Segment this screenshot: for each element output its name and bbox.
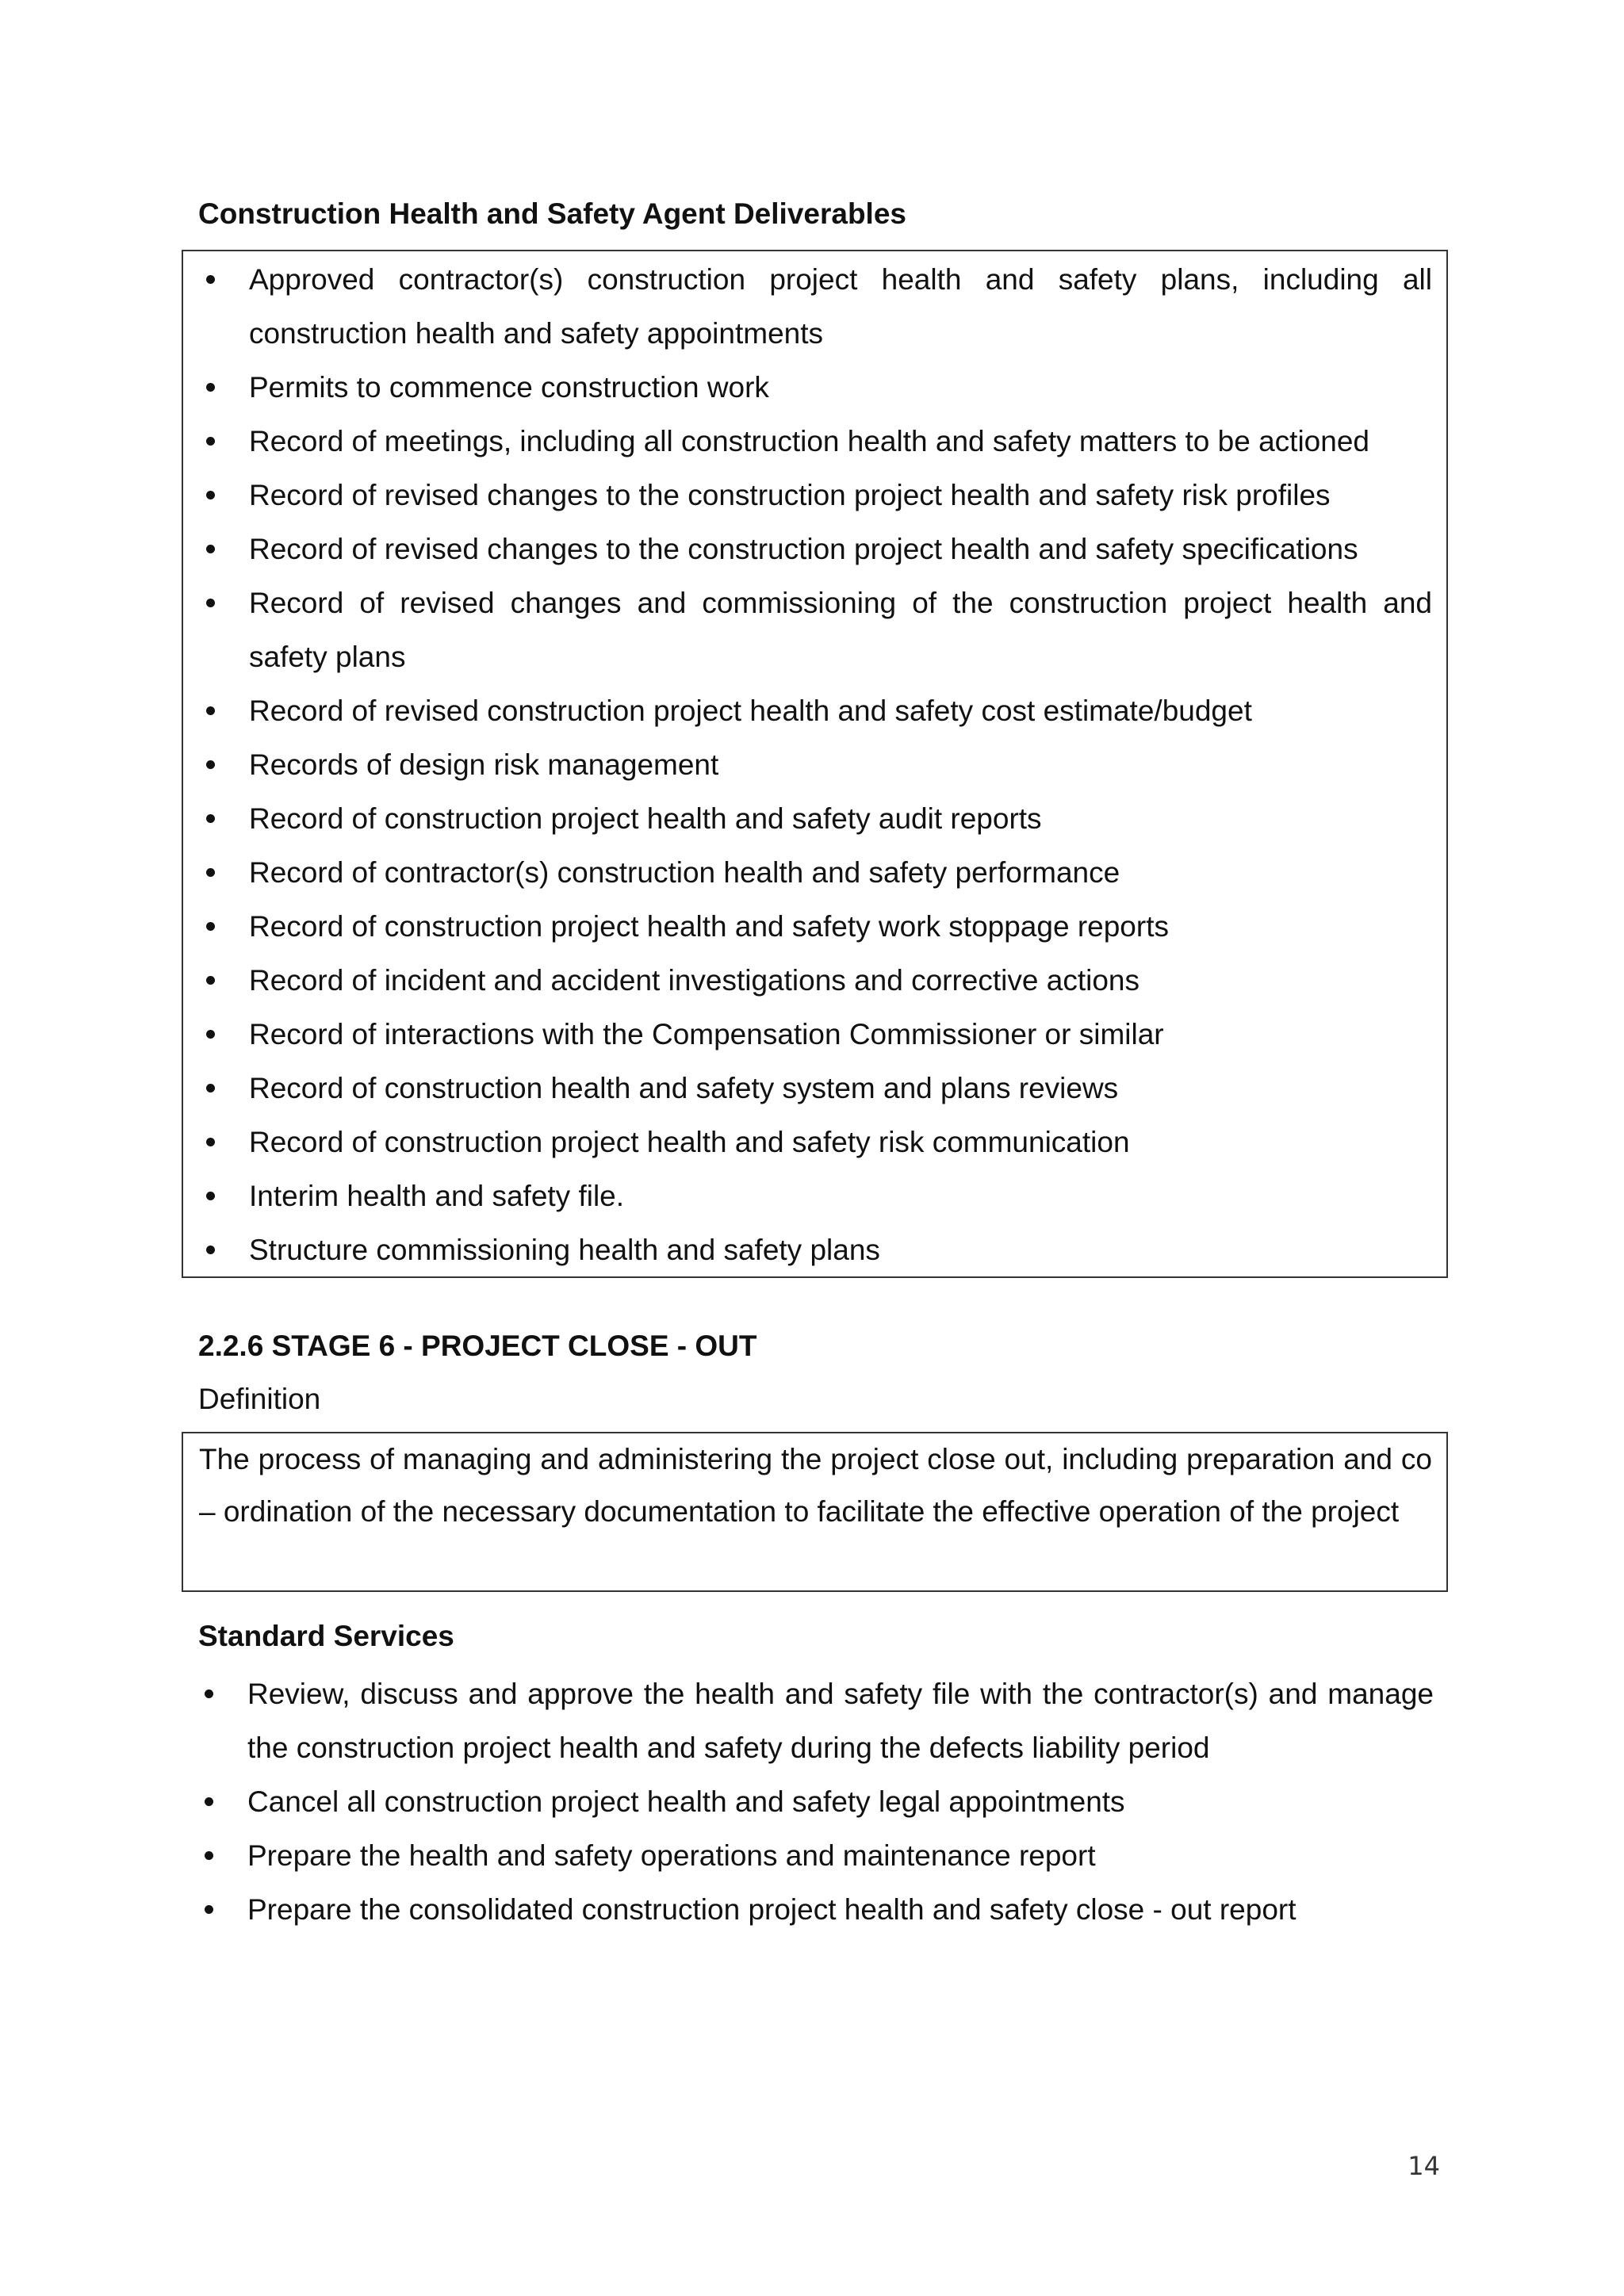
bullet-icon bbox=[206, 383, 215, 392]
bullet-icon bbox=[206, 1030, 215, 1039]
list-item-text: Record of revised changes to the construction project health and safety specifications bbox=[249, 533, 1358, 565]
list-item bbox=[183, 469, 1432, 522]
standard-services-heading: Standard Services bbox=[198, 1620, 454, 1652]
bullet-icon bbox=[206, 437, 215, 446]
list-item-text: Record of contractor(s) construction health and safety performance bbox=[249, 856, 1120, 889]
bullet-icon bbox=[206, 706, 215, 715]
list-item bbox=[183, 1169, 1432, 1223]
bullet-icon bbox=[205, 1797, 213, 1806]
bullet-icon bbox=[206, 1192, 215, 1200]
list-item-text: Record of construction health and safety system and plans reviews bbox=[249, 1072, 1119, 1104]
definition-box bbox=[182, 1432, 1448, 1592]
list-item-text: Interim health and safety file. bbox=[249, 1180, 625, 1212]
list-item bbox=[182, 1775, 1434, 1829]
list-item bbox=[183, 954, 1432, 1008]
standard-services-list bbox=[182, 1667, 1434, 1937]
bullet-icon bbox=[206, 275, 215, 284]
list-item bbox=[183, 1008, 1432, 1062]
list-item-text: Records of design risk management bbox=[249, 748, 719, 781]
list-item-text: Record of interactions with the Compensation Commissioner or similar bbox=[249, 1018, 1164, 1050]
list-item bbox=[182, 1829, 1434, 1883]
bullet-icon bbox=[206, 1246, 215, 1254]
bullet-icon bbox=[206, 760, 215, 769]
list-item bbox=[183, 900, 1432, 954]
list-item-text: Record of construction project health and safety work stoppage reports bbox=[249, 910, 1169, 943]
list-item bbox=[183, 846, 1432, 900]
list-item bbox=[183, 1115, 1432, 1169]
list-item-text: Record of meetings, including all construction health and safety matters to be actioned bbox=[249, 425, 1369, 457]
list-item bbox=[183, 684, 1432, 738]
standard-services-section bbox=[182, 1667, 1434, 1937]
list-item-text: Record of revised construction project health and safety cost estimate/budget bbox=[249, 695, 1252, 727]
list-item bbox=[183, 253, 1432, 361]
list-item-text: Record of revised changes to the construction project health and safety risk profiles bbox=[249, 479, 1331, 511]
bullet-icon bbox=[206, 1084, 215, 1093]
bullet-icon bbox=[206, 1138, 215, 1146]
list-item-text: Structure commissioning health and safety plans bbox=[249, 1234, 880, 1266]
list-item-text: Record of construction project health and safety risk communication bbox=[249, 1126, 1130, 1158]
bullet-icon bbox=[206, 599, 215, 607]
list-item bbox=[182, 1667, 1434, 1775]
list-item bbox=[182, 1883, 1434, 1937]
bullet-icon bbox=[206, 922, 215, 931]
list-item bbox=[183, 415, 1432, 469]
bullet-icon bbox=[206, 976, 215, 985]
list-item bbox=[183, 738, 1432, 792]
list-item-text: Review, discuss and approve the health and safety file with the contractor(s) and manage the construction project health and safety during the defects liability period bbox=[247, 1678, 1434, 1764]
list-item-text: Record of construction project health and safety audit reports bbox=[249, 802, 1042, 835]
page-number: 14 bbox=[1408, 2151, 1440, 2181]
list-item-text: Cancel all construction project health and safety legal appointments bbox=[247, 1785, 1125, 1818]
list-item-text: Permits to commence construction work bbox=[249, 371, 769, 404]
bullet-icon bbox=[205, 1905, 213, 1914]
bullet-icon bbox=[205, 1851, 213, 1860]
bullet-icon bbox=[205, 1689, 213, 1698]
deliverables-list bbox=[183, 253, 1432, 1277]
list-item bbox=[183, 576, 1432, 684]
list-item-text: Record of incident and accident investigations and corrective actions bbox=[249, 964, 1139, 997]
definition-text: The process of managing and administering the project close out, including preparation and co – ordination of the necessary documentation to facilitate the effective operation of the project bbox=[199, 1443, 1432, 1528]
deliverables-box bbox=[182, 250, 1448, 1278]
list-item-text: Record of revised changes and commissioning of the construction project health and safety plans bbox=[249, 587, 1432, 673]
list-item-text: Prepare the health and safety operations and maintenance report bbox=[247, 1839, 1096, 1872]
bullet-icon bbox=[206, 491, 215, 499]
bullet-icon bbox=[206, 545, 215, 553]
list-item bbox=[183, 1062, 1432, 1115]
list-item-text: Prepare the consolidated construction project health and safety close - out report bbox=[247, 1893, 1297, 1926]
list-item bbox=[183, 792, 1432, 846]
deliverables-heading: Construction Health and Safety Agent Deliverables bbox=[198, 197, 906, 230]
list-item bbox=[183, 522, 1432, 576]
definition-label: Definition bbox=[198, 1383, 321, 1415]
bullet-icon bbox=[206, 868, 215, 877]
stage6-heading: 2.2.6 STAGE 6 - PROJECT CLOSE - OUT bbox=[198, 1330, 757, 1362]
list-item bbox=[183, 1223, 1432, 1277]
list-item-text: Approved contractor(s) construction project health and safety plans, including all construction health and safety appointments bbox=[249, 263, 1432, 350]
list-item bbox=[183, 361, 1432, 415]
bullet-icon bbox=[206, 814, 215, 823]
